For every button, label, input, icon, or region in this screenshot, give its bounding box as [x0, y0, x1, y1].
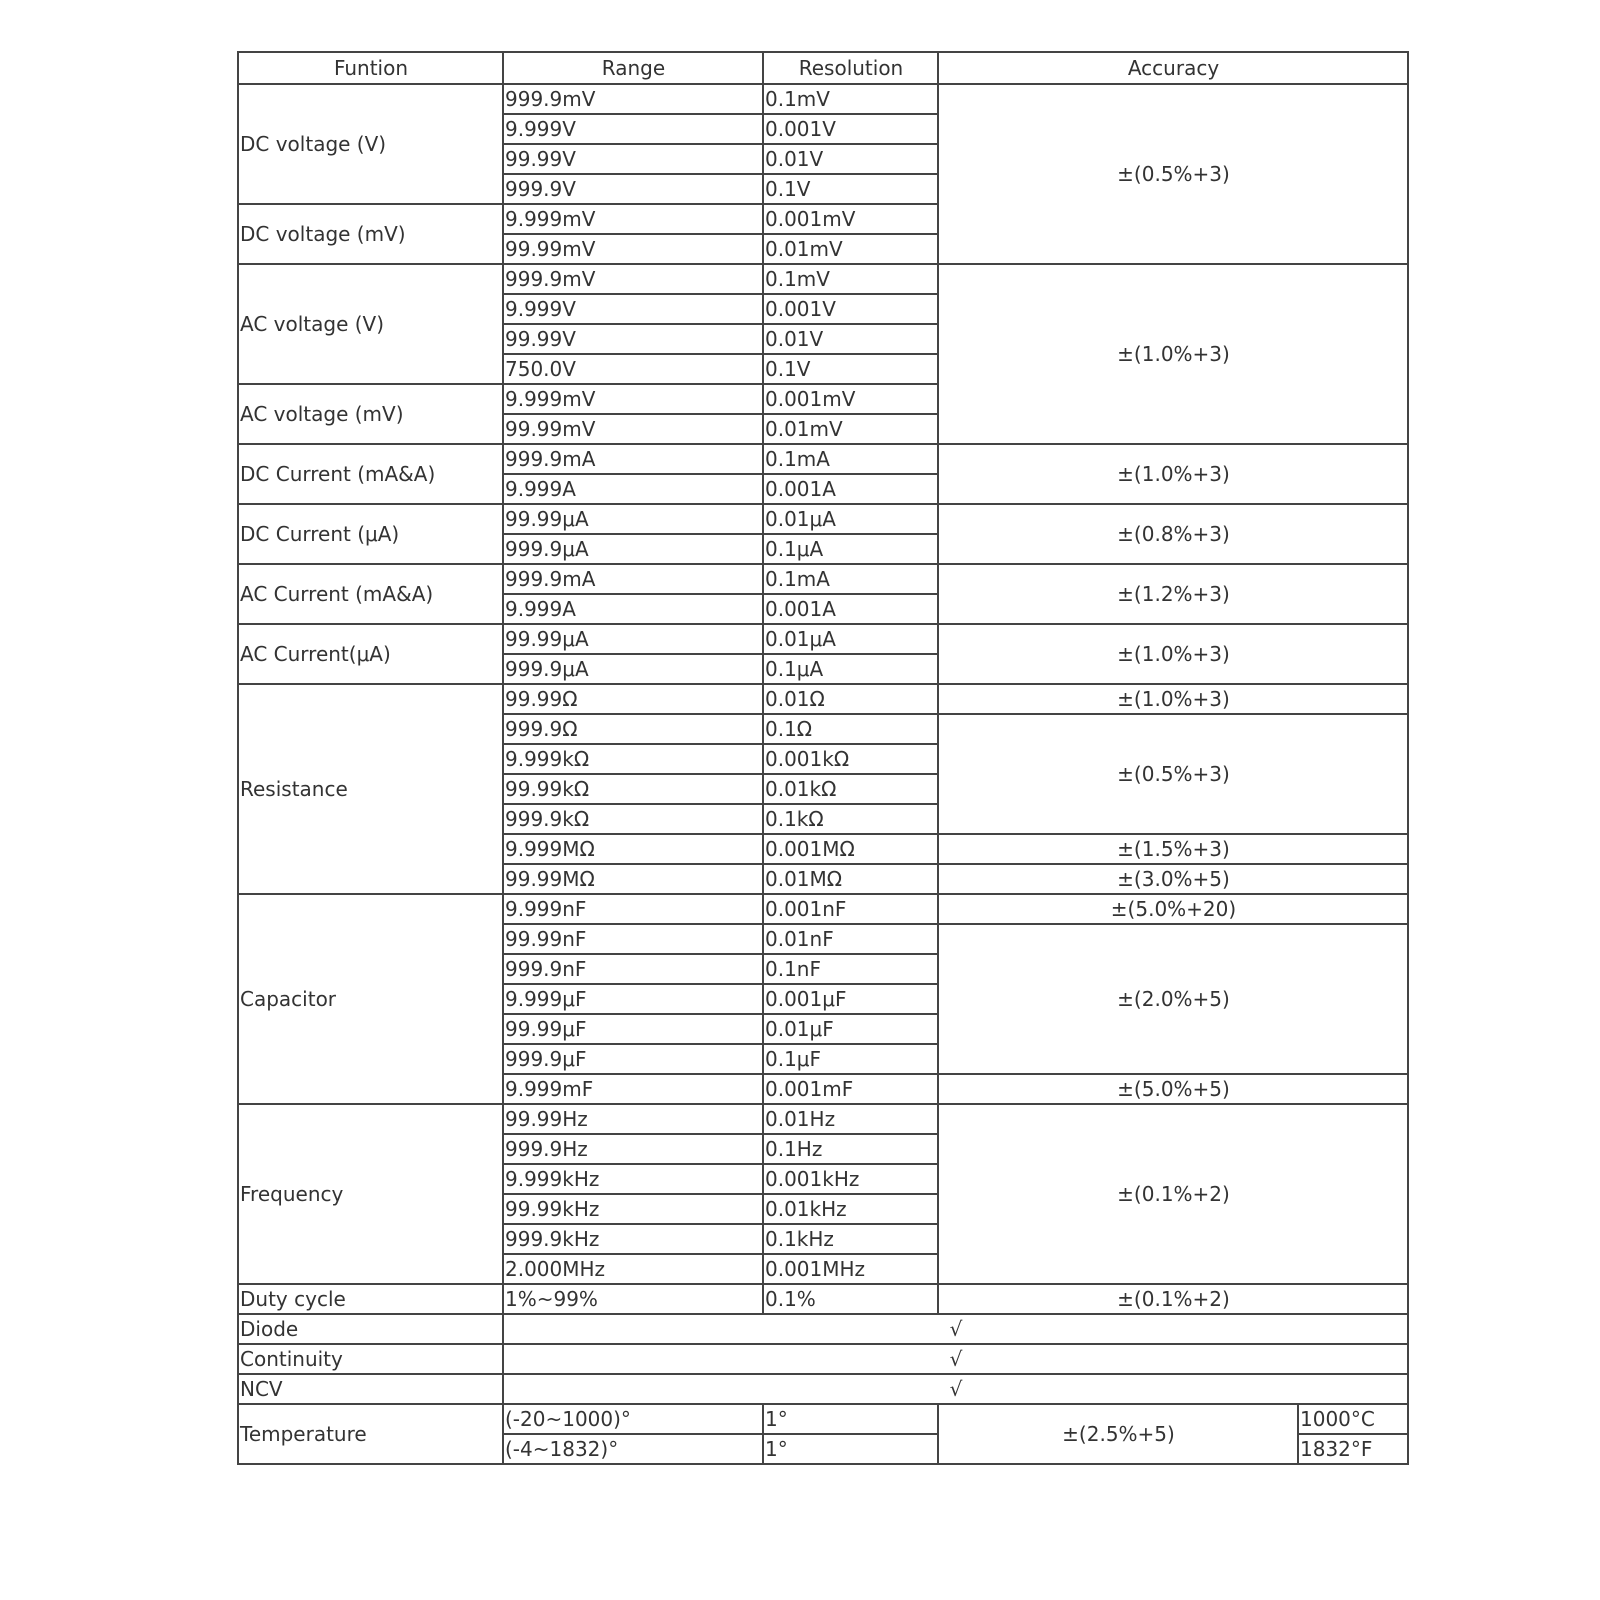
resolution-cell: 0.1% — [763, 1284, 938, 1314]
accuracy-cell: ±(1.5%+3) — [938, 834, 1408, 864]
range-cell: 99.99V — [503, 324, 763, 354]
spec-table — [237, 51, 1409, 1465]
range-cell: (-4~1832)° — [503, 1434, 763, 1464]
resolution-cell: 0.01Hz — [763, 1104, 938, 1134]
resolution-cell: 0.01μA — [763, 624, 938, 654]
resolution-cell: 0.001mF — [763, 1074, 938, 1104]
resolution-cell: 0.1Ω — [763, 714, 938, 744]
function-cell: Duty cycle — [238, 1284, 503, 1314]
accuracy-cell: ±(0.5%+3) — [938, 84, 1408, 264]
resolution-cell: 0.001μF — [763, 984, 938, 1014]
function-cell: AC voltage (V) — [238, 264, 503, 384]
spec-table-body — [238, 84, 1408, 1464]
checkmark-cell: √ — [503, 1374, 1408, 1404]
function-cell: Temperature — [238, 1404, 503, 1464]
temperature-max-cell: 1832°F — [1298, 1434, 1408, 1464]
range-cell: 999.9nF — [503, 954, 763, 984]
resolution-cell: 0.001A — [763, 474, 938, 504]
range-cell: 9.999nF — [503, 894, 763, 924]
range-cell: 750.0V — [503, 354, 763, 384]
range-cell: 2.000MHz — [503, 1254, 763, 1284]
range-cell: 9.999MΩ — [503, 834, 763, 864]
range-cell: 999.9mA — [503, 444, 763, 474]
resolution-cell: 0.001nF — [763, 894, 938, 924]
range-cell: 99.99μA — [503, 504, 763, 534]
function-cell: DC Current (μA) — [238, 504, 503, 564]
resolution-cell: 0.001MΩ — [763, 834, 938, 864]
resolution-cell: 0.1mV — [763, 264, 938, 294]
table-row — [238, 444, 1408, 474]
checkmark-cell: √ — [503, 1314, 1408, 1344]
header-accuracy: Accuracy — [938, 52, 1408, 84]
range-cell: 99.99mV — [503, 414, 763, 444]
range-cell: 9.999A — [503, 474, 763, 504]
resolution-cell: 0.001MHz — [763, 1254, 938, 1284]
function-cell: Frequency — [238, 1104, 503, 1284]
resolution-cell: 0.001kΩ — [763, 744, 938, 774]
range-cell: 999.9μF — [503, 1044, 763, 1074]
function-cell: NCV — [238, 1374, 503, 1404]
resolution-cell: 0.1μA — [763, 654, 938, 684]
range-cell: 9.999mV — [503, 384, 763, 414]
resolution-cell: 0.1μA — [763, 534, 938, 564]
range-cell: 9.999kΩ — [503, 744, 763, 774]
range-cell: 9.999kHz — [503, 1164, 763, 1194]
range-cell: 9.999mF — [503, 1074, 763, 1104]
resolution-cell: 1° — [763, 1434, 938, 1464]
checkmark-cell: √ — [503, 1344, 1408, 1374]
range-cell: 1%~99% — [503, 1284, 763, 1314]
table-row — [238, 624, 1408, 654]
range-cell: 999.9mV — [503, 264, 763, 294]
accuracy-cell: ±(1.0%+3) — [938, 684, 1408, 714]
accuracy-cell: ±(0.1%+2) — [938, 1104, 1408, 1284]
range-cell: 999.9mA — [503, 564, 763, 594]
resolution-cell: 0.01μF — [763, 1014, 938, 1044]
accuracy-cell: ±(2.5%+5) — [938, 1404, 1298, 1464]
range-cell: 999.9μA — [503, 654, 763, 684]
function-cell: AC voltage (mV) — [238, 384, 503, 444]
function-cell: AC Current(μA) — [238, 624, 503, 684]
range-cell: 999.9V — [503, 174, 763, 204]
table-row — [238, 564, 1408, 594]
accuracy-cell: ±(3.0%+5) — [938, 864, 1408, 894]
table-row — [238, 504, 1408, 534]
resolution-cell: 0.1V — [763, 174, 938, 204]
resolution-cell: 0.001kHz — [763, 1164, 938, 1194]
resolution-cell: 0.001mV — [763, 204, 938, 234]
resolution-cell: 0.1mV — [763, 84, 938, 114]
resolution-cell: 0.001V — [763, 294, 938, 324]
range-cell: 99.99nF — [503, 924, 763, 954]
resolution-cell: 0.01mV — [763, 234, 938, 264]
range-cell: 99.99mV — [503, 234, 763, 264]
range-cell: 9.999A — [503, 594, 763, 624]
resolution-cell: 1° — [763, 1404, 938, 1434]
table-row — [238, 1344, 1408, 1374]
header-resolution: Resolution — [763, 52, 938, 84]
range-cell: 99.99Hz — [503, 1104, 763, 1134]
range-cell: 99.99kΩ — [503, 774, 763, 804]
range-cell: 9.999mV — [503, 204, 763, 234]
function-cell: Continuity — [238, 1344, 503, 1374]
range-cell: 999.9Ω — [503, 714, 763, 744]
accuracy-cell: ±(0.8%+3) — [938, 504, 1408, 564]
function-cell: AC Current (mA&A) — [238, 564, 503, 624]
resolution-cell: 0.01kHz — [763, 1194, 938, 1224]
range-cell: 99.99μA — [503, 624, 763, 654]
table-row — [238, 684, 1408, 714]
range-cell: 999.9mV — [503, 84, 763, 114]
resolution-cell: 0.001mV — [763, 384, 938, 414]
function-cell: Diode — [238, 1314, 503, 1344]
accuracy-cell: ±(1.0%+3) — [938, 444, 1408, 504]
accuracy-cell: ±(1.0%+3) — [938, 264, 1408, 444]
accuracy-cell: ±(0.5%+3) — [938, 714, 1408, 834]
temperature-max-cell: 1000°C — [1298, 1404, 1408, 1434]
accuracy-cell: ±(5.0%+20) — [938, 894, 1408, 924]
accuracy-cell: ±(0.1%+2) — [938, 1284, 1408, 1314]
resolution-cell: 0.1kHz — [763, 1224, 938, 1254]
resolution-cell: 0.001A — [763, 594, 938, 624]
resolution-cell: 0.01Ω — [763, 684, 938, 714]
function-cell: DC voltage (mV) — [238, 204, 503, 264]
function-cell: Capacitor — [238, 894, 503, 1104]
range-cell: 999.9kΩ — [503, 804, 763, 834]
resolution-cell: 0.1V — [763, 354, 938, 384]
header-row — [238, 52, 1408, 84]
range-cell: 99.99kHz — [503, 1194, 763, 1224]
range-cell: 999.9Hz — [503, 1134, 763, 1164]
range-cell: (-20~1000)° — [503, 1404, 763, 1434]
resolution-cell: 0.01nF — [763, 924, 938, 954]
resolution-cell: 0.01kΩ — [763, 774, 938, 804]
table-row — [238, 84, 1408, 114]
header-function: Funtion — [238, 52, 503, 84]
function-cell: DC Current (mA&A) — [238, 444, 503, 504]
accuracy-cell: ±(5.0%+5) — [938, 1074, 1408, 1104]
accuracy-cell: ±(2.0%+5) — [938, 924, 1408, 1074]
resolution-cell: 0.01V — [763, 144, 938, 174]
table-row — [238, 894, 1408, 924]
resolution-cell: 0.1nF — [763, 954, 938, 984]
range-cell: 99.99V — [503, 144, 763, 174]
accuracy-cell: ±(1.2%+3) — [938, 564, 1408, 624]
table-row — [238, 264, 1408, 294]
resolution-cell: 0.1μF — [763, 1044, 938, 1074]
table-row — [238, 1404, 1408, 1434]
resolution-cell: 0.01MΩ — [763, 864, 938, 894]
range-cell: 999.9kHz — [503, 1224, 763, 1254]
resolution-cell: 0.01V — [763, 324, 938, 354]
function-cell: Resistance — [238, 684, 503, 894]
resolution-cell: 0.01μA — [763, 504, 938, 534]
range-cell: 9.999V — [503, 294, 763, 324]
table-row — [238, 1284, 1408, 1314]
resolution-cell: 0.1mA — [763, 444, 938, 474]
table-row — [238, 1104, 1408, 1134]
table-row — [238, 1314, 1408, 1344]
table-row — [238, 1374, 1408, 1404]
range-cell: 9.999μF — [503, 984, 763, 1014]
resolution-cell: 0.001V — [763, 114, 938, 144]
resolution-cell: 0.1kΩ — [763, 804, 938, 834]
accuracy-cell: ±(1.0%+3) — [938, 624, 1408, 684]
resolution-cell: 0.1Hz — [763, 1134, 938, 1164]
header-range: Range — [503, 52, 763, 84]
range-cell: 99.99Ω — [503, 684, 763, 714]
range-cell: 9.999V — [503, 114, 763, 144]
resolution-cell: 0.01mV — [763, 414, 938, 444]
range-cell: 99.99MΩ — [503, 864, 763, 894]
range-cell: 99.99μF — [503, 1014, 763, 1044]
range-cell: 999.9μA — [503, 534, 763, 564]
function-cell: DC voltage (V) — [238, 84, 503, 204]
resolution-cell: 0.1mA — [763, 564, 938, 594]
